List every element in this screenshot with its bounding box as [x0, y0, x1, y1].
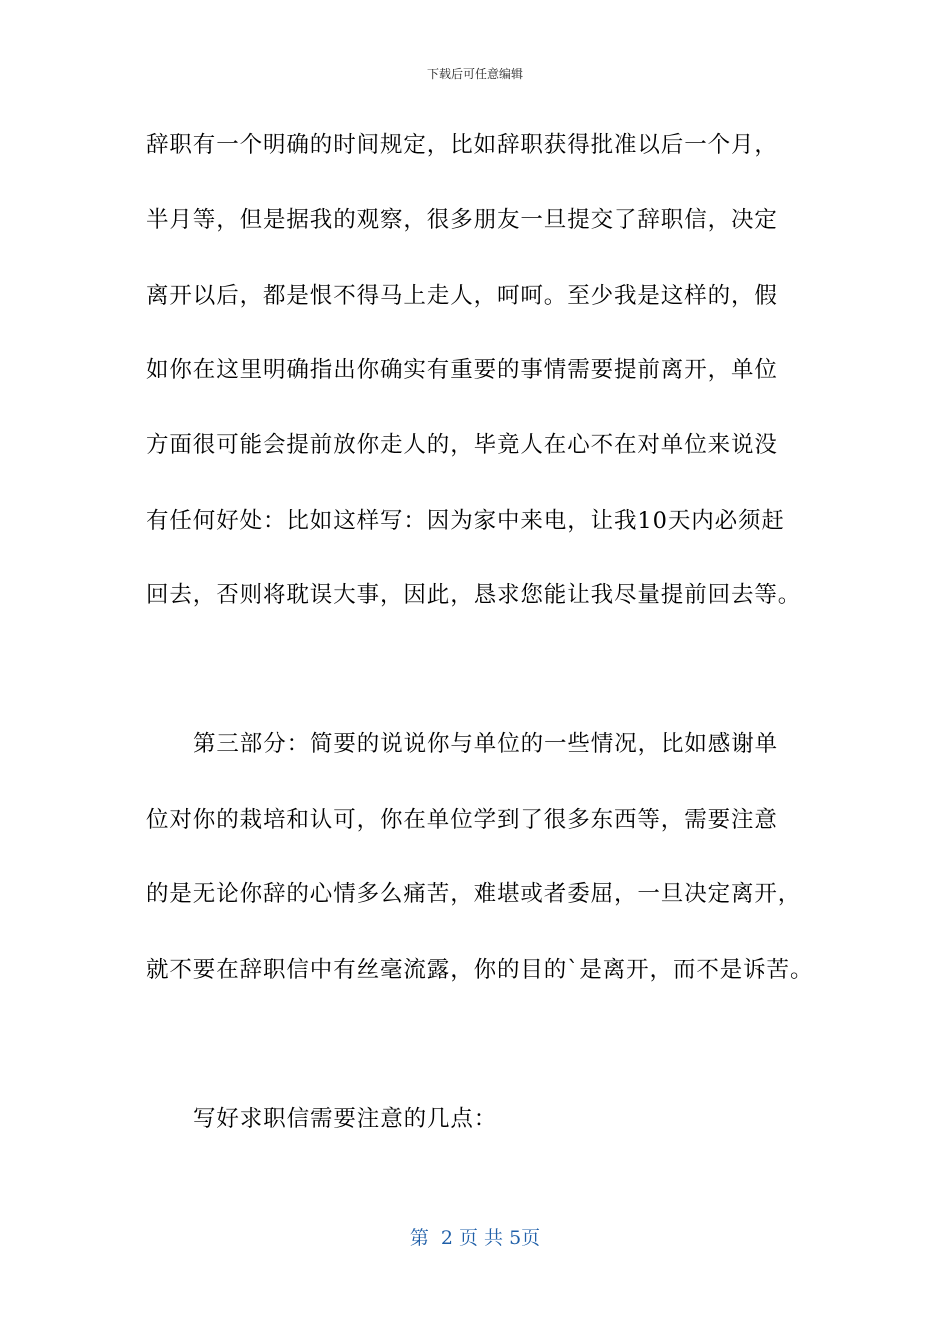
paragraph-line: 回去，否则将耽误大事，因此，恳求您能让我尽量提前回去等。 — [146, 582, 802, 608]
paragraph-line: 方面很可能会提前放你走人的，毕竟人在心不在对单位来说没 — [146, 432, 778, 458]
page-header: 下载后可任意编辑 — [426, 67, 523, 81]
paragraph-line: 写好求职信需要注意的几点： — [193, 1106, 498, 1132]
paragraph-line: 有任何好处：比如这样写：因为家中来电，让我10天内必须赶 — [146, 508, 785, 534]
paragraph-line: 半月等，但是据我的观察，很多朋友一旦提交了辞职信，决定 — [146, 207, 778, 233]
paragraph-line: 位对你的栽培和认可，你在单位学到了很多东西等，需要注意 — [146, 807, 778, 833]
paragraph-line: 第三部分：简要的说说你与单位的一些情况，比如感谢单 — [193, 731, 779, 757]
page-number: 第 2 页 共 5页 — [409, 1227, 541, 1249]
paragraph-line: 离开以后，都是恨不得马上走人，呵呵。至少我是这样的，假 — [146, 283, 778, 309]
paragraph-line: 辞职有一个明确的时间规定，比如辞职获得批准以后一个月， — [146, 132, 778, 158]
paragraph-line: 就不要在辞职信中有丝毫流露，你的目的`是离开，而不是诉苦。 — [146, 957, 814, 983]
paragraph-line: 的是无论你辞的心情多么痛苦，难堪或者委屈，一旦决定离开， — [146, 881, 802, 907]
paragraph-line: 如你在这里明确指出你确实有重要的事情需要提前离开，单位 — [146, 357, 778, 383]
